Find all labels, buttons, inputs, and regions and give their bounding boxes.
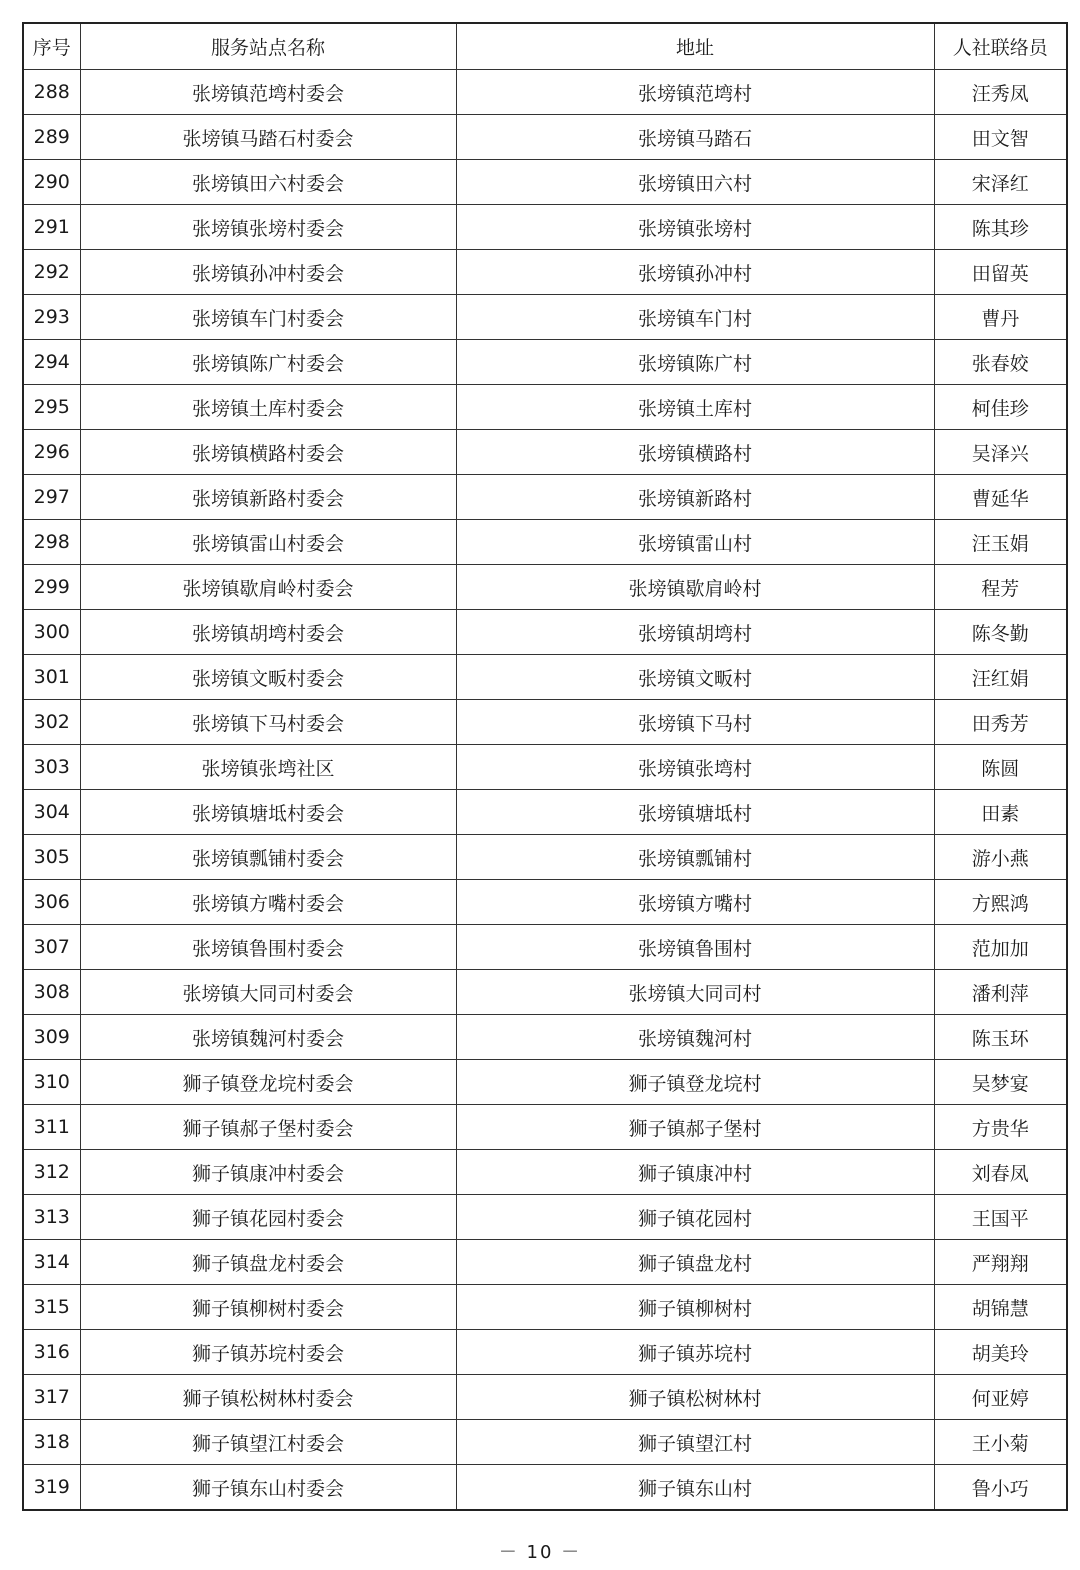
table-row [23,1195,1067,1240]
cell-station-name: 张塝镇雷山村委会 [80,520,456,565]
table-row [23,790,1067,835]
table-row [23,1285,1067,1330]
cell-index: 318 [23,1420,80,1465]
cell-station-name: 狮子镇盘龙村委会 [80,1240,456,1285]
table-row [23,1015,1067,1060]
cell-station-name: 张塝镇方嘴村委会 [80,880,456,925]
cell-station-name: 狮子镇柳树村委会 [80,1285,456,1330]
cell-address: 张塝镇下马村 [456,700,934,745]
cell-station-name: 张塝镇陈广村委会 [80,340,456,385]
table-row [23,340,1067,385]
table-row [23,925,1067,970]
cell-station-name: 张塝镇马踏石村委会 [80,115,456,160]
header-index: 序号 [23,23,80,70]
cell-station-name: 张塝镇车门村委会 [80,295,456,340]
cell-liaison: 范加加 [934,925,1067,970]
cell-address: 张塝镇方嘴村 [456,880,934,925]
header-liaison: 人社联络员 [934,23,1067,70]
cell-liaison: 胡锦慧 [934,1285,1067,1330]
service-station-table [22,22,1068,1511]
cell-index: 298 [23,520,80,565]
cell-address: 张塝镇雷山村 [456,520,934,565]
cell-station-name: 张塝镇横路村委会 [80,430,456,475]
cell-station-name: 张塝镇新路村委会 [80,475,456,520]
cell-index: 291 [23,205,80,250]
cell-station-name: 狮子镇望江村委会 [80,1420,456,1465]
cell-station-name: 张塝镇胡塆村委会 [80,610,456,655]
cell-index: 311 [23,1105,80,1150]
cell-index: 294 [23,340,80,385]
cell-liaison: 吴泽兴 [934,430,1067,475]
cell-liaison: 鲁小巧 [934,1465,1067,1511]
cell-address: 张塝镇张塆村 [456,745,934,790]
cell-index: 293 [23,295,80,340]
cell-address: 狮子镇康冲村 [456,1150,934,1195]
cell-liaison: 汪红娟 [934,655,1067,700]
cell-liaison: 曹丹 [934,295,1067,340]
cell-station-name: 张塝镇文畈村委会 [80,655,456,700]
cell-liaison: 陈玉环 [934,1015,1067,1060]
cell-station-name: 张塝镇范塆村委会 [80,70,456,115]
cell-index: 310 [23,1060,80,1105]
cell-address: 张塝镇范塆村 [456,70,934,115]
cell-station-name: 张塝镇田六村委会 [80,160,456,205]
cell-liaison: 田留英 [934,250,1067,295]
cell-index: 301 [23,655,80,700]
table-row [23,1060,1067,1105]
cell-station-name: 狮子镇东山村委会 [80,1465,456,1511]
cell-address: 张塝镇张塝村 [456,205,934,250]
cell-address: 狮子镇花园村 [456,1195,934,1240]
cell-liaison: 宋泽红 [934,160,1067,205]
cell-address: 张塝镇瓢铺村 [456,835,934,880]
cell-liaison: 田素 [934,790,1067,835]
cell-address: 狮子镇郝子堡村 [456,1105,934,1150]
cell-liaison: 王小菊 [934,1420,1067,1465]
table-row [23,475,1067,520]
cell-address: 狮子镇盘龙村 [456,1240,934,1285]
cell-liaison: 游小燕 [934,835,1067,880]
cell-address: 张塝镇大同司村 [456,970,934,1015]
table-row [23,1465,1067,1511]
cell-liaison: 田文智 [934,115,1067,160]
cell-station-name: 狮子镇松树林村委会 [80,1375,456,1420]
cell-index: 306 [23,880,80,925]
cell-index: 312 [23,1150,80,1195]
cell-liaison: 张春姣 [934,340,1067,385]
cell-liaison: 汪秀凤 [934,70,1067,115]
cell-index: 295 [23,385,80,430]
cell-address: 张塝镇土库村 [456,385,934,430]
cell-address: 张塝镇塘坻村 [456,790,934,835]
table-row [23,700,1067,745]
cell-address: 狮子镇苏垸村 [456,1330,934,1375]
table-row [23,1150,1067,1195]
cell-station-name: 张塝镇孙冲村委会 [80,250,456,295]
table-row [23,565,1067,610]
page-number: － 10 － [498,1542,582,1563]
table-row [23,880,1067,925]
cell-index: 305 [23,835,80,880]
cell-index: 290 [23,160,80,205]
cell-index: 300 [23,610,80,655]
table-row [23,520,1067,565]
cell-address: 张塝镇横路村 [456,430,934,475]
cell-liaison: 方贵华 [934,1105,1067,1150]
cell-index: 289 [23,115,80,160]
cell-liaison: 潘利萍 [934,970,1067,1015]
table-row [23,1330,1067,1375]
cell-address: 张塝镇新路村 [456,475,934,520]
cell-address: 狮子镇望江村 [456,1420,934,1465]
table-row [23,1420,1067,1465]
cell-liaison: 汪玉娟 [934,520,1067,565]
cell-liaison: 吴梦宴 [934,1060,1067,1105]
table-row [23,835,1067,880]
cell-address: 张塝镇田六村 [456,160,934,205]
cell-liaison: 田秀芳 [934,700,1067,745]
header-station-name: 服务站点名称 [80,23,456,70]
cell-address: 张塝镇文畈村 [456,655,934,700]
cell-station-name: 张塝镇大同司村委会 [80,970,456,1015]
cell-address: 张塝镇胡塆村 [456,610,934,655]
cell-index: 315 [23,1285,80,1330]
cell-liaison: 曹延华 [934,475,1067,520]
table-row [23,1105,1067,1150]
cell-index: 308 [23,970,80,1015]
table-row [23,250,1067,295]
cell-station-name: 张塝镇下马村委会 [80,700,456,745]
cell-index: 302 [23,700,80,745]
cell-station-name: 狮子镇郝子堡村委会 [80,1105,456,1150]
table-header-row [23,23,1067,70]
table-body [23,70,1067,1511]
cell-liaison: 程芳 [934,565,1067,610]
table-row [23,385,1067,430]
station-table-container [22,22,1066,1511]
cell-liaison: 柯佳珍 [934,385,1067,430]
cell-liaison: 严翔翔 [934,1240,1067,1285]
cell-index: 297 [23,475,80,520]
cell-address: 狮子镇柳树村 [456,1285,934,1330]
cell-address: 张塝镇车门村 [456,295,934,340]
table-row [23,970,1067,1015]
cell-liaison: 何亚婷 [934,1375,1067,1420]
cell-index: 303 [23,745,80,790]
cell-address: 张塝镇马踏石 [456,115,934,160]
cell-station-name: 张塝镇瓢铺村委会 [80,835,456,880]
cell-station-name: 狮子镇登龙垸村委会 [80,1060,456,1105]
table-row [23,1375,1067,1420]
cell-liaison: 胡美玲 [934,1330,1067,1375]
cell-station-name: 张塝镇土库村委会 [80,385,456,430]
cell-station-name: 张塝镇张塝村委会 [80,205,456,250]
cell-address: 张塝镇魏河村 [456,1015,934,1060]
cell-index: 313 [23,1195,80,1240]
cell-station-name: 张塝镇鲁围村委会 [80,925,456,970]
cell-station-name: 张塝镇塘坻村委会 [80,790,456,835]
table-row [23,610,1067,655]
cell-station-name: 狮子镇苏垸村委会 [80,1330,456,1375]
cell-address: 张塝镇陈广村 [456,340,934,385]
cell-index: 314 [23,1240,80,1285]
table-row [23,115,1067,160]
cell-index: 319 [23,1465,80,1511]
table-row [23,70,1067,115]
cell-station-name: 狮子镇花园村委会 [80,1195,456,1240]
table-row [23,1240,1067,1285]
cell-liaison: 方熙鸿 [934,880,1067,925]
cell-liaison: 王国平 [934,1195,1067,1240]
cell-index: 307 [23,925,80,970]
cell-index: 299 [23,565,80,610]
cell-station-name: 张塝镇歇肩岭村委会 [80,565,456,610]
cell-address: 张塝镇孙冲村 [456,250,934,295]
table-row [23,655,1067,700]
cell-station-name: 张塝镇张塆社区 [80,745,456,790]
cell-address: 张塝镇鲁围村 [456,925,934,970]
table-row [23,160,1067,205]
header-address: 地址 [456,23,934,70]
cell-address: 狮子镇登龙垸村 [456,1060,934,1105]
cell-index: 316 [23,1330,80,1375]
table-row [23,295,1067,340]
cell-liaison: 陈圆 [934,745,1067,790]
cell-index: 292 [23,250,80,295]
cell-liaison: 陈冬勤 [934,610,1067,655]
cell-liaison: 陈其珍 [934,205,1067,250]
cell-liaison: 刘春凤 [934,1150,1067,1195]
table-row [23,745,1067,790]
cell-station-name: 狮子镇康冲村委会 [80,1150,456,1195]
cell-station-name: 张塝镇魏河村委会 [80,1015,456,1060]
cell-address: 张塝镇歇肩岭村 [456,565,934,610]
cell-address: 狮子镇松树林村 [456,1375,934,1420]
cell-index: 309 [23,1015,80,1060]
cell-index: 296 [23,430,80,475]
table-row [23,205,1067,250]
cell-index: 288 [23,70,80,115]
table-row [23,430,1067,475]
cell-index: 304 [23,790,80,835]
cell-index: 317 [23,1375,80,1420]
cell-address: 狮子镇东山村 [456,1465,934,1511]
